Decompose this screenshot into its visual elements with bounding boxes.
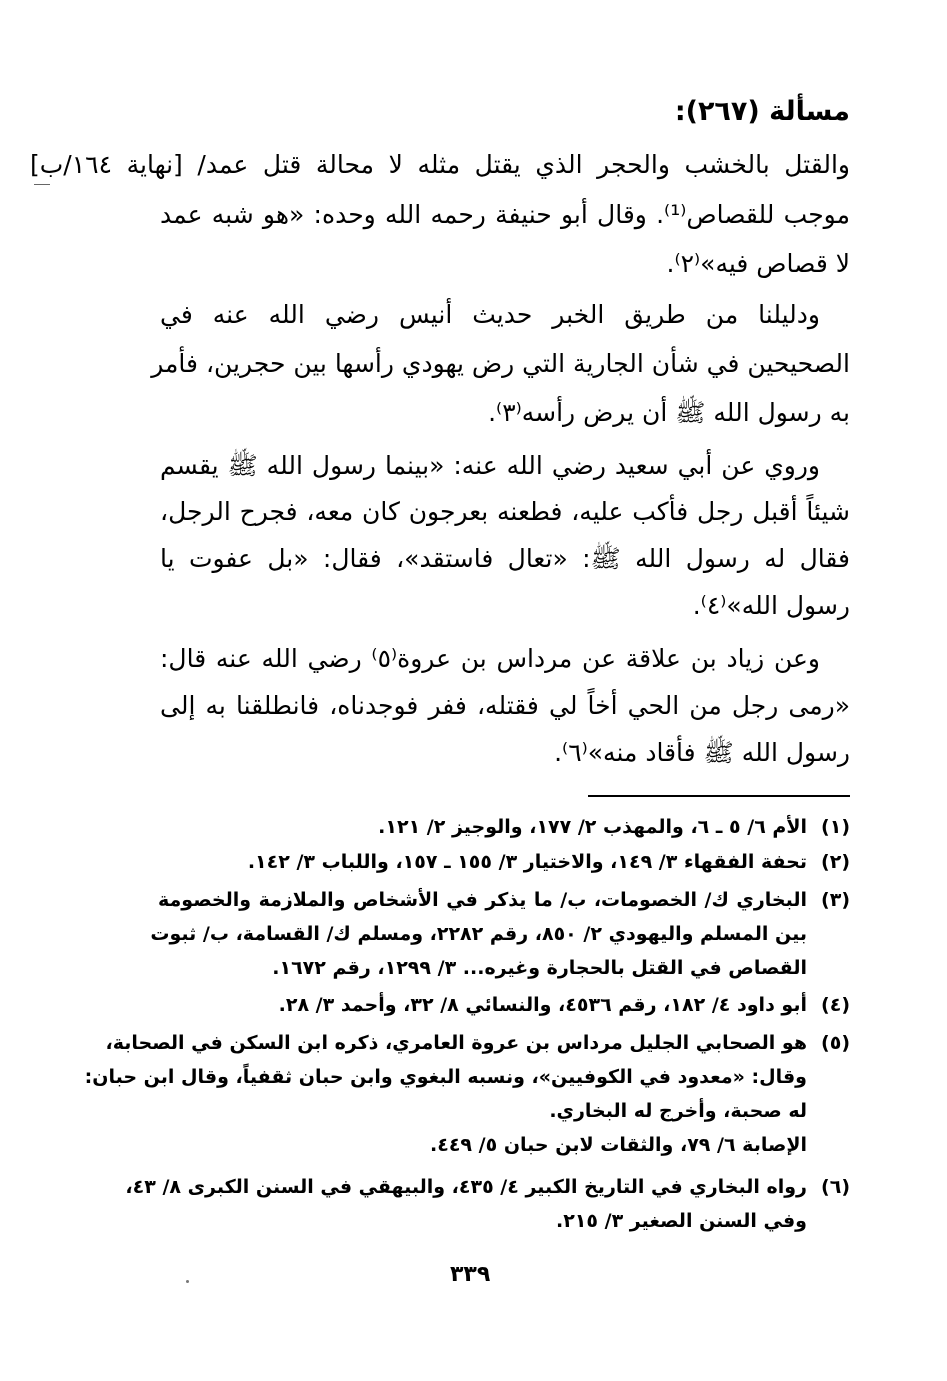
footnote-line: رواه البخاري في التاريخ الكبير ٤/ ٤٣٥، والبيهقي في السنن الكبرى ٨/ ٤٣، xyxy=(125,1176,807,1198)
footnote-number: (١) xyxy=(821,816,850,838)
footnote-number: (٥) xyxy=(821,1032,850,1054)
body-line: موجب للقصاص⁽¹⁾. وقال أبو حنيفة رحمه الله وحده: «هو شبه عمد xyxy=(160,200,850,229)
footnote-line: هو الصحابي الجليل مرداس بن عروة العامري، ذكره ابن السكن في الصحابة، xyxy=(105,1032,807,1054)
body-line: «رمى رجل من الحي أخاً لي فقتله، ففر فوجدناه، فانطلقنا به إلى xyxy=(160,691,850,720)
footnote-line: أبو داود ٤/ ١٨٢، رقم ٤٥٣٦، والنسائي ٨/ ٣٢، وأحمد ٣/ ٢٨. xyxy=(278,994,807,1016)
body-line: فقال له رسول الله ﷺ: «تعال فاستقد»، فقال: «بل عفوت يا xyxy=(160,544,850,573)
footnote-number: (٢) xyxy=(821,851,850,873)
body-line: وروي عن أبي سعيد رضي الله عنه: «بينما رسول الله ﷺ يقسم xyxy=(160,451,820,480)
footnote-line: وقال: «معدود في الكوفيين»، ونسبه البغوي وابن حبان ثقفياً، وقال ابن حبان: xyxy=(84,1066,807,1088)
footnote-line: البخاري ك/ الخصومات، ب/ ما يذكر في الأشخاص والملازمة والخصومة xyxy=(158,889,807,911)
body-line: الصحيحين في شأن الجارية التي رض يهودي رأسها بين حجرين، فأمر xyxy=(151,349,850,378)
footnote-line: له صحبة، وأخرج له البخاري. xyxy=(549,1100,807,1122)
footnote-line: بين المسلم واليهودي ٢/ ٨٥٠، رقم ٢٢٨٢، ومسلم ك/ القسامة، ب/ ثبوت xyxy=(150,923,807,945)
page-number: ٣٣٩ xyxy=(450,1262,491,1287)
body-line: رسول الله»⁽٤⁾. xyxy=(692,591,850,620)
body-line: ودليلنا من طريق الخبر حديث أنيس رضي الله عنه في xyxy=(160,300,820,329)
footnote-line: الإصابة ٦/ ٧٩، والثقات لابن حبان ٥/ ٤٤٩. xyxy=(430,1134,807,1156)
footnote-separator xyxy=(588,795,850,797)
footnote-number: (٦) xyxy=(821,1176,850,1198)
body-line: رسول الله ﷺ فأقاد منه»⁽٦⁾. xyxy=(554,738,850,767)
body-line: شيئاً أقبل رجل فأكب عليه، فطعنه بعرجون كان معه، فجرح الرجل، xyxy=(160,497,850,526)
footnote-line: الأم ٦/ ٥ ـ ٦، والمهذب ٢/ ١٧٧، والوجيز ٢/ ١٢١. xyxy=(378,816,807,838)
body-line: به رسول الله ﷺ أن يرض رأسه⁽٣⁾. xyxy=(488,398,850,427)
issue-heading: مسألة (٢٦٧): xyxy=(674,96,850,127)
footnote-number: (٤) xyxy=(821,994,850,1016)
footnote-line: وفي السنن الصغير ٣/ ٢١٥. xyxy=(555,1210,807,1232)
footnote-line: تحفة الفقهاء ٣/ ١٤٩، والاختيار ٣/ ١٥٥ ـ ١٥٧، واللباب ٣/ ١٤٢. xyxy=(247,851,807,873)
body-line: وعن زياد بن علاقة عن مرداس بن عروة⁽٥⁾ رضي الله عنه قال: xyxy=(160,644,820,673)
stray-dot xyxy=(186,1280,189,1283)
body-line: لا قصاص فيه»⁽٢⁾. xyxy=(666,249,850,278)
footnote-line: القصاص في القتل بالحجارة وغيره... ٣/ ١٢٩٩، رقم ١٦٧٢. xyxy=(272,957,807,979)
body-line: والقتل بالخشب والحجر الذي يقتل مثله لا محالة قتل عمد/ [نهاية ١٦٤/ب] xyxy=(30,150,850,179)
footnote-number: (٣) xyxy=(821,889,850,911)
